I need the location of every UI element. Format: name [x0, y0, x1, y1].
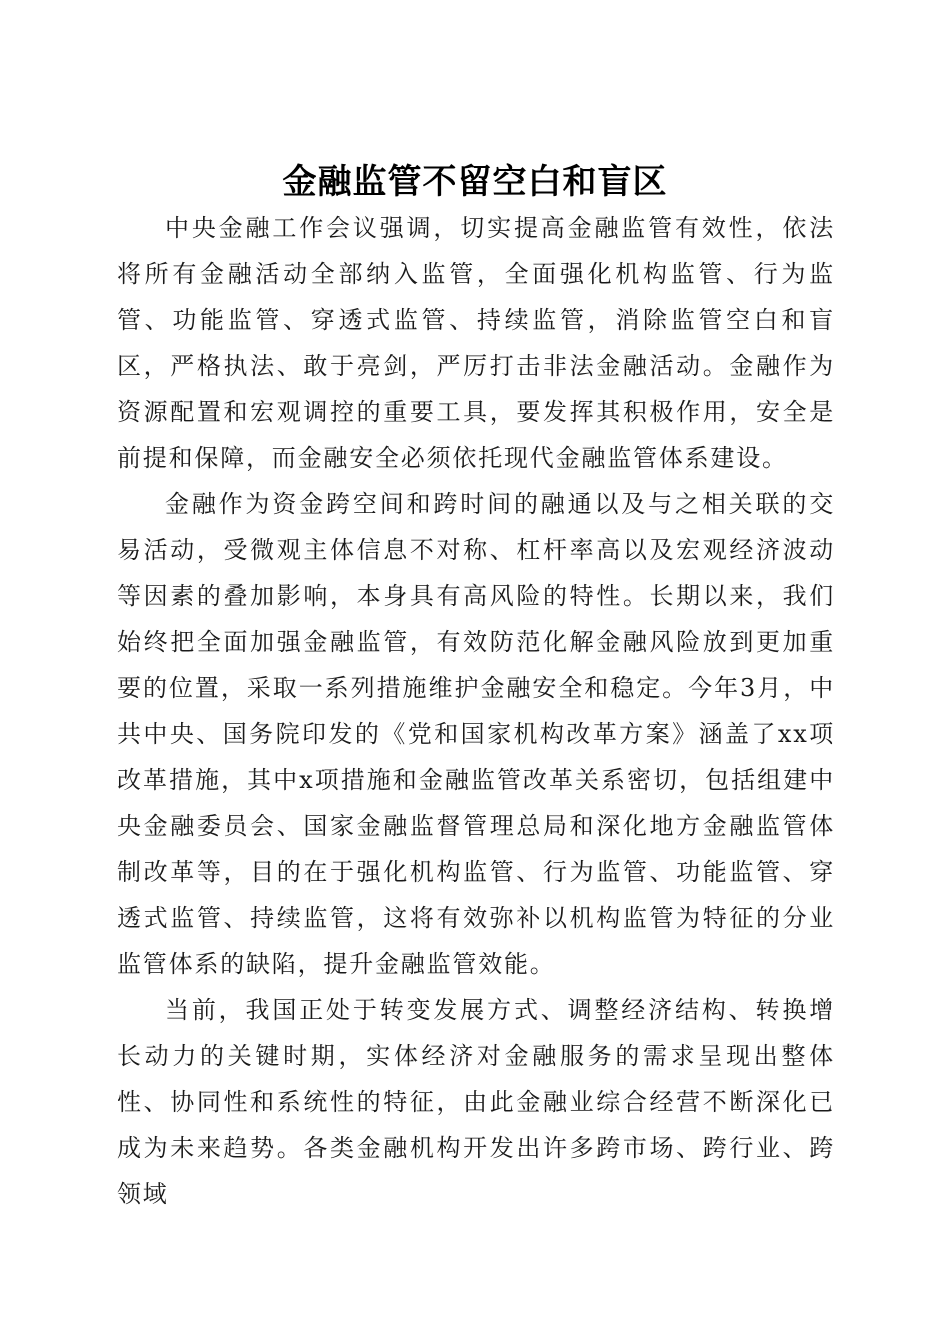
document-title: 金融监管不留空白和盲区	[282, 161, 668, 202]
paragraph-2: 金融作为资金跨空间和跨时间的融通以及与之相关联的交易活动，受微观主体信息不对称、杠杆率高以及宏观经济波动等因素的叠加影响，本身具有高风险的特性。长期以来，我们始终把全面加强金融监管，有效防范化解金融风险放到更加重要的位置，采取一系列措施维护金融安全和稳定。今年3月，中共中央、国务院印发的《党和国家机构改革方案》涵盖了xx项改革措施，其中x项措施和金融监管改革关系密切，包括组建中央金融委员会、国家金融监督管理总局和深化地方金融监管体制改革等，目的在于强化机构监管、行为监管、功能监管、穿透式监管、持续监管，这将有效弥补以机构监管为特征的分业监管体系的缺陷，提升金融监管效能。	[117, 490, 835, 978]
paragraph-1: 中央金融工作会议强调，切实提高金融监管有效性，依法将所有金融活动全部纳入监管，全面强化机构监管、行为监管、功能监管、穿透式监管、持续监管，消除监管空白和盲区，严格执法、敢于亮剑，严厉打击非法金融活动。金融作为资源配置和宏观调控的重要工具，要发挥其积极作用，安全是前提和保障，而金融安全必须依托现代金融监管体系建设。	[117, 214, 835, 472]
paragraph-3: 当前，我国正处于转变发展方式、调整经济结构、转换增长动力的关键时期，实体经济对金融服务的需求呈现出整体性、协同性和系统性的特征，由此金融业综合经营不断深化已成为未来趋势。各类金融机构开发出许多跨市场、跨行业、跨领域	[117, 996, 835, 1208]
document-body	[117, 205, 835, 1217]
